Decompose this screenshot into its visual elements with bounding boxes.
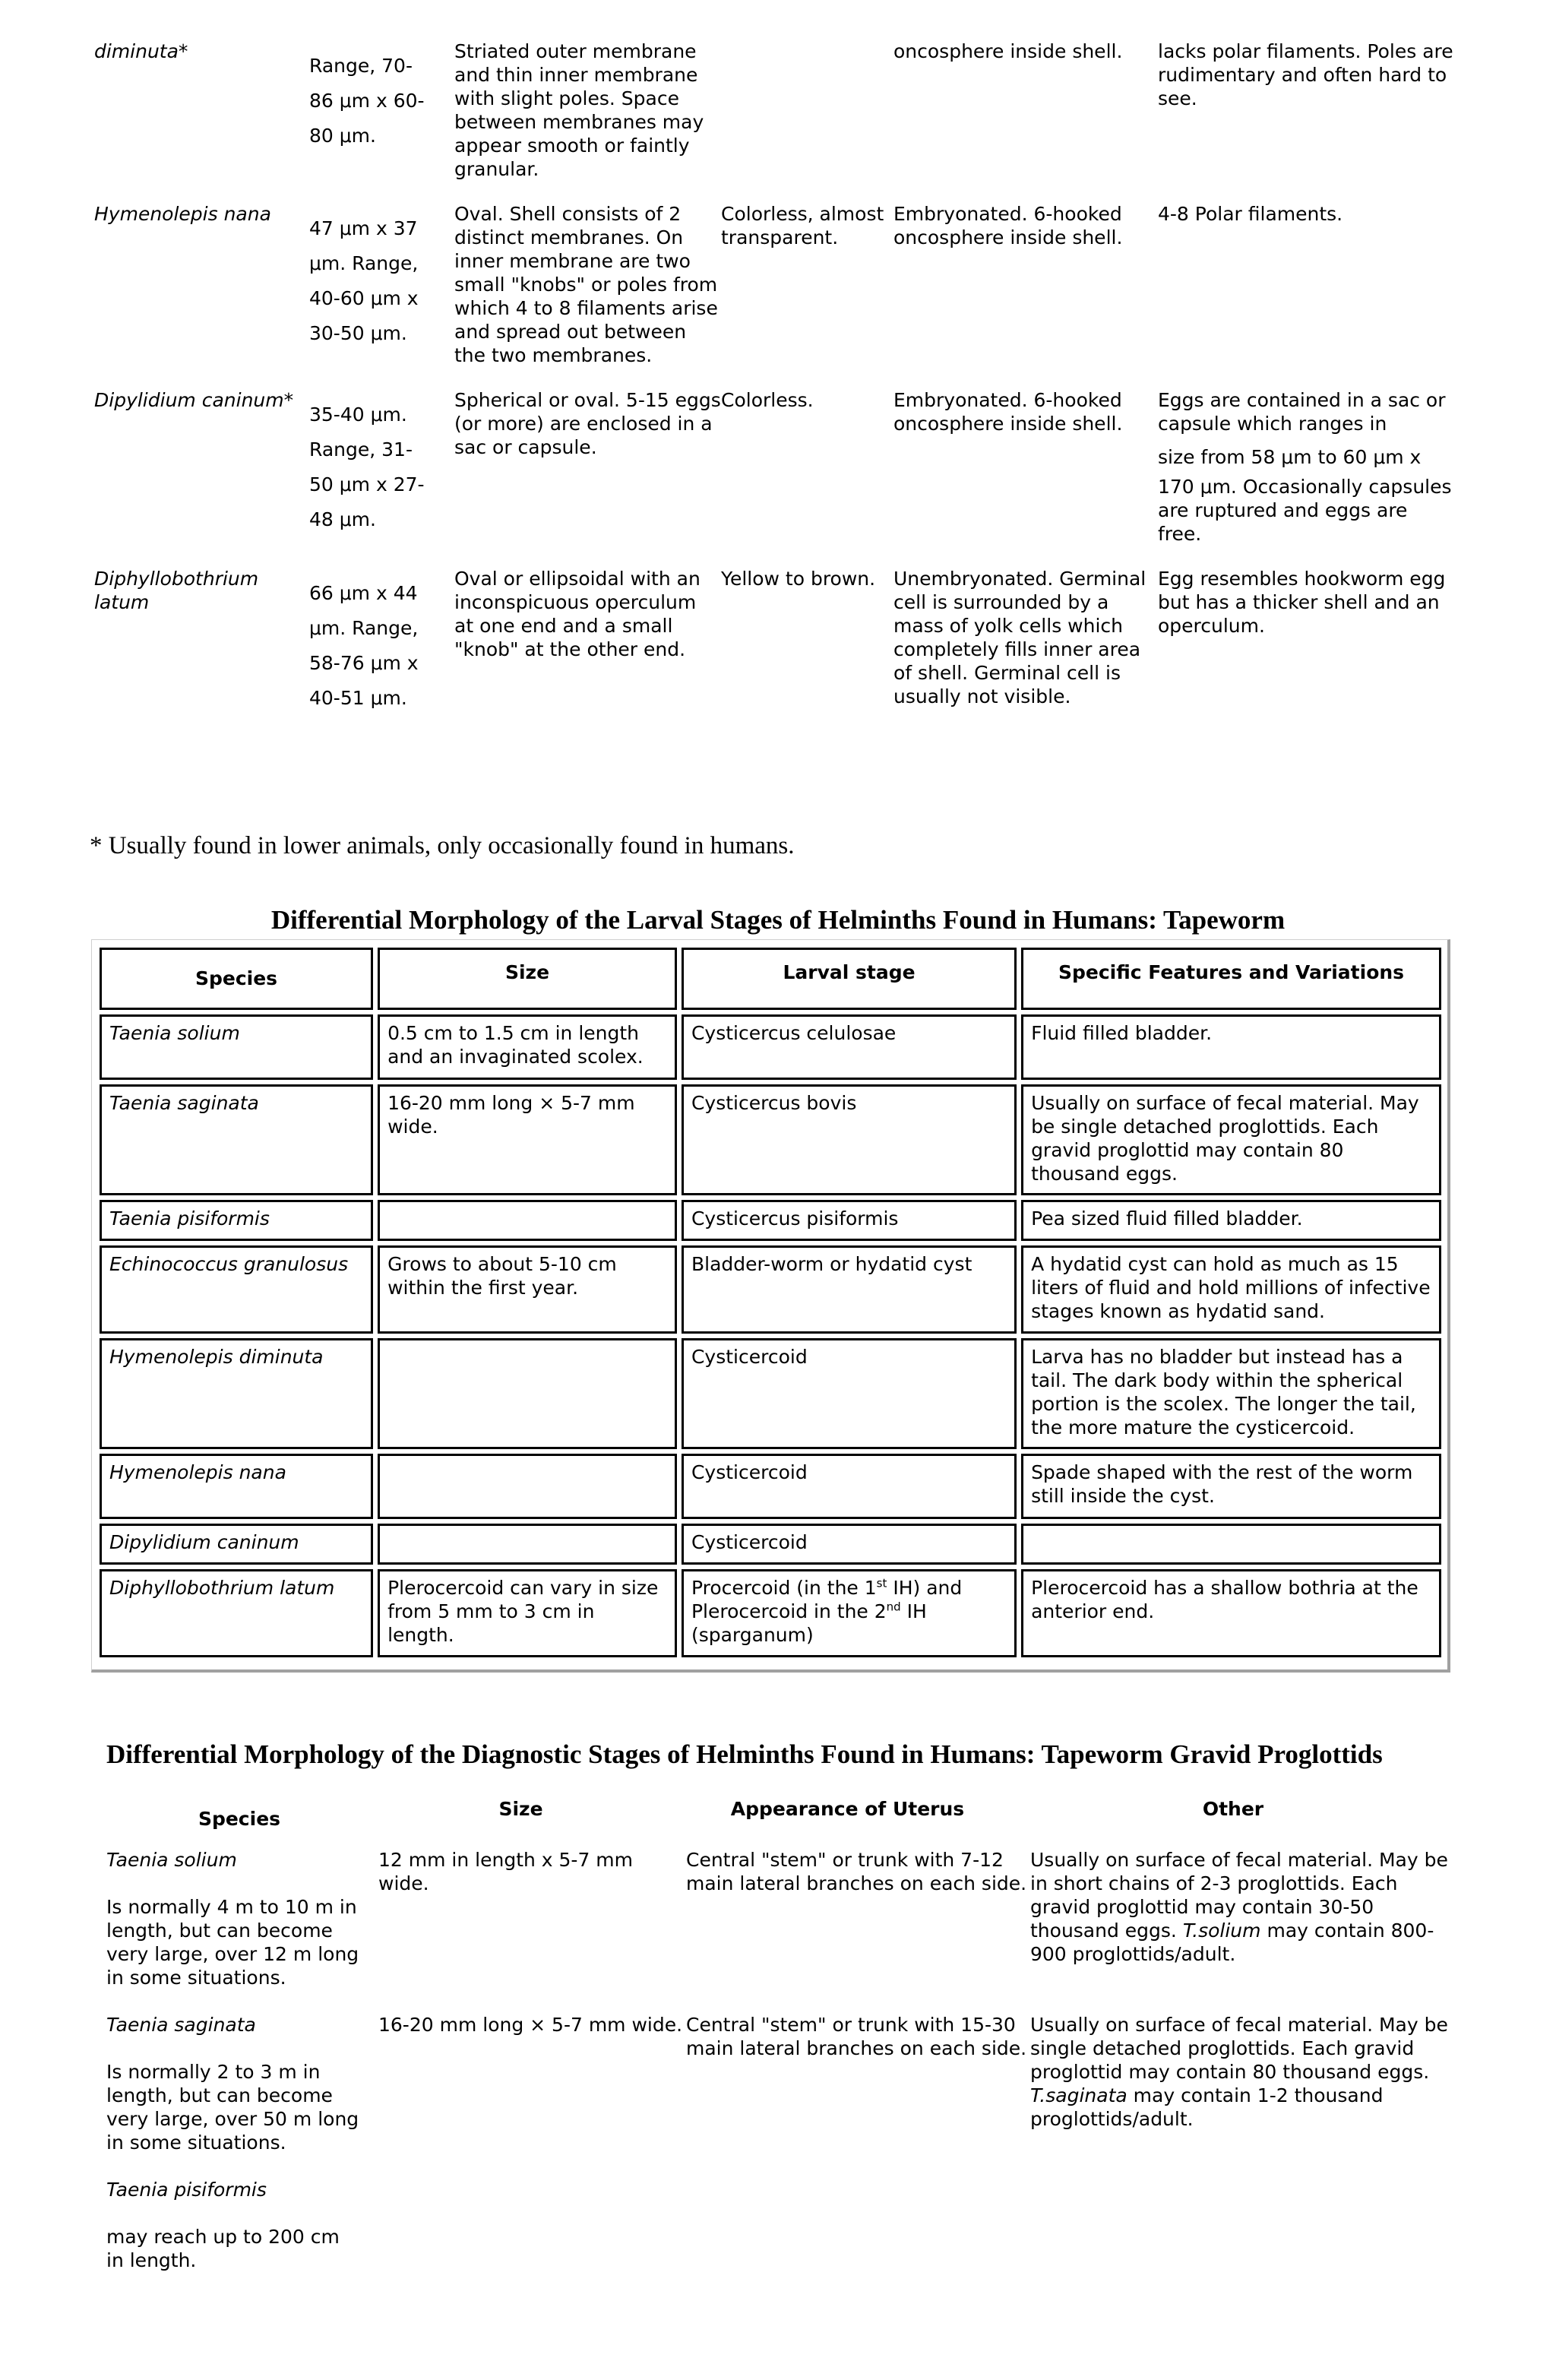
color-cell: Colorless, almost transparent. [721, 203, 884, 248]
size-cell: 16-20 mm long × 5-7 mm wide. [378, 1084, 677, 1195]
size-cell: 0.5 cm to 1.5 cm in length and an invaginated scolex. [378, 1014, 677, 1080]
shell-cell: Spherical or oval. 5-15 eggs (or more) are enclosed in a sac or capsule. [454, 389, 721, 458]
species-cell: Taenia solium [100, 1014, 373, 1080]
color-cell: Yellow to brown. [721, 568, 876, 590]
species-cell: Diphyllobothrium latum [94, 568, 259, 613]
table-row [106, 2178, 1459, 2272]
species-cell: Diphyllobothrium latum [100, 1569, 373, 1657]
length-note: Is normally 2 to 3 m in length, but can become very large, over 50 m long in some situations. [106, 2061, 359, 2154]
species-cell: Dipylidium caninum* [94, 389, 294, 411]
column-header-features: Specific Features and Variations [1021, 948, 1441, 1010]
size-cell [378, 1454, 677, 1519]
contents-cell: Unembryonated. Germinal cell is surrounded by a mass of yolk cells which completely fills inner area of shell. Germinal cell is usually not visible. [893, 568, 1146, 707]
column-header-species: Species [100, 948, 373, 1010]
other-cell: Egg resembles hookworm egg but has a thicker shell and an operculum. [1158, 568, 1446, 637]
species-cell: Taenia pisiformis may reach up to 200 cm in length. [106, 2178, 378, 2272]
shell-cell: Oval or ellipsoidal with an inconspicuous operculum at one end and a small "knob" at the other end. [454, 568, 701, 660]
size-cell [378, 1338, 677, 1449]
table-row [100, 1454, 1441, 1519]
color-cell: Colorless. [721, 389, 814, 411]
size-cell: 66 μm x 44 μm. Range, 58-76 μm x 40-51 μm. [309, 582, 419, 709]
contents-cell: Embryonated. 6-hooked oncosphere inside shell. [893, 389, 1123, 435]
other-cell: Usually on surface of fecal material. May be single detached proglottids. Each gravid proglottid may contain 80 thousand eggs. T.saginata may contain 1-2 thousand proglottids/adult. [1030, 2014, 1448, 2130]
features-cell: Pea sized fluid filled bladder. [1021, 1200, 1441, 1241]
features-cell: Spade shaped with the rest of the worm still inside the cyst. [1021, 1454, 1441, 1519]
shell-cell: Striated outer membrane and thin inner membrane with slight poles. Space between membranes may appear smooth or faintly granular. [454, 40, 704, 180]
uterus-cell: Central "stem" or trunk with 15-30 main lateral branches on each side. [686, 2014, 1027, 2059]
other-cell: Eggs are contained in a sac or capsule which ranges in size from 58 μm to 60 μm x 170 μm. Occasionally capsules are ruptured and eggs are free. [1158, 389, 1452, 545]
species-cell: Hymenolepis nana [100, 1454, 373, 1519]
table-row [94, 202, 1454, 388]
column-header-other: Other [1202, 1798, 1264, 1820]
column-header-uterus: Appearance of Uterus [730, 1798, 965, 1820]
stage-cell: Procercoid (in the 1st IH) and Plerocercoid in the 2nd IH (sparganum) [682, 1569, 1017, 1657]
size-cell: 16-20 mm long × 5-7 mm wide. [378, 2014, 683, 2036]
table-row [106, 1848, 1459, 1989]
table-row [100, 1569, 1441, 1657]
species-cell: Taenia saginata [100, 1084, 373, 1195]
size-cell: 35-40 μm. Range, 31- 50 μm x 27- 48 μm. [309, 404, 425, 530]
stage-cell: Cysticercoid [682, 1338, 1017, 1449]
stage-cell: Cysticercus celulosae [682, 1014, 1017, 1080]
other-cell: lacks polar filaments. Poles are rudimentary and often hard to see. [1158, 40, 1453, 109]
species-cell: Taenia saginata Is normally 2 to 3 m in length, but can become very large, over 50 m long in some situations. [106, 2014, 359, 2154]
size-cell: Plerocercoid can vary in size from 5 mm to 3 cm in length. [378, 1569, 677, 1657]
size-cell: 47 μm x 37 μm. Range, 40-60 μm x 30-50 μm. [309, 217, 419, 344]
larval-stage-table [95, 943, 1446, 1662]
size-cell: 12 mm in length x 5-7 mm wide. [378, 1849, 634, 1894]
features-cell: Larva has no bladder but instead has a tail. The dark body within the spherical portion is the scolex. The longer the tail, the more mature the cysticercoid. [1021, 1338, 1441, 1449]
egg-morphology-table [94, 40, 1454, 737]
table-row [100, 1014, 1441, 1080]
column-header-larval-stage: Larval stage [682, 948, 1017, 1010]
features-cell: Usually on surface of fecal material. May be single detached proglottids. Each gravid proglottid may contain 80 thousand eggs. [1021, 1084, 1441, 1195]
footnote: * Usually found in lower animals, only occasionally found in humans. [90, 832, 795, 859]
larval-stage-title: Differential Morphology of the Larval Stages of Helminths Found in Humans: Tapeworm [270, 905, 1286, 935]
stage-cell: Cysticercus bovis [682, 1084, 1017, 1195]
species-cell: Taenia solium Is normally 4 m to 10 m in length, but can become very large, over 12 m long in some situations. [106, 1849, 359, 1989]
size-cell [378, 1524, 677, 1565]
size-cell [378, 1200, 677, 1241]
table-row [94, 388, 1454, 567]
table-row [100, 1524, 1441, 1565]
species-cell: Hymenolepis nana [94, 203, 271, 225]
contents-cell: oncosphere inside shell. [893, 40, 1123, 62]
species-cell: Dipylidium caninum [100, 1524, 373, 1565]
header-row [100, 948, 1441, 1010]
column-header-size: Size [378, 948, 677, 1010]
features-cell: A hydatid cyst can hold as much as 15 liters of fluid and hold millions of infective stages known as hydatid sand. [1021, 1245, 1441, 1334]
stage-cell: Cysticercus pisiformis [682, 1200, 1017, 1241]
proglottid-table [106, 1848, 1459, 2272]
other-cell: 4-8 Polar filaments. [1158, 203, 1343, 225]
shell-cell: Oval. Shell consists of 2 distinct membranes. On inner membrane are two small "knobs" or poles from which 4 to 8 filaments arise and spread out between the two membranes. [454, 203, 718, 366]
length-note: Is normally 4 m to 10 m in length, but can become very large, over 12 m long in some situations. [106, 1896, 359, 1989]
stage-cell: Bladder-worm or hydatid cyst [682, 1245, 1017, 1334]
species-cell: Taenia pisiformis [100, 1200, 373, 1241]
contents-cell: Embryonated. 6-hooked oncosphere inside shell. [893, 203, 1123, 248]
table-row [94, 40, 1454, 202]
color-cell [721, 40, 893, 202]
size-cell: Grows to about 5-10 cm within the first year. [378, 1245, 677, 1334]
features-cell: Plerocercoid has a shallow bothria at the anterior end. [1021, 1569, 1441, 1657]
uterus-cell: Central "stem" or trunk with 7-12 main lateral branches on each side. [686, 1849, 1027, 1894]
table-row [94, 567, 1454, 737]
column-header-size: Size [498, 1798, 543, 1820]
species-cell: diminuta* [94, 40, 188, 62]
features-cell: Fluid filled bladder. [1021, 1014, 1441, 1080]
species-cell: Echinococcus granulosus [100, 1245, 373, 1334]
table-row [106, 2013, 1459, 2154]
proglottid-title: Differential Morphology of the Diagnostic Stages of Helminths Found in Humans: Tapeworm Gravid Proglottids [106, 1739, 1383, 1769]
other-cell: Usually on surface of fecal material. May be in short chains of 2-3 proglottids. Each gravid proglottid may contain 30-50 thousand eggs. T.solium may contain 800-900 proglottids/adult. [1030, 1849, 1448, 1965]
features-cell [1021, 1524, 1441, 1565]
table-row [100, 1200, 1441, 1241]
larval-table-frame [91, 939, 1450, 1673]
stage-cell: Cysticercoid [682, 1454, 1017, 1519]
size-cell: Range, 70- 86 μm x 60- 80 μm. [309, 55, 425, 147]
table-row [100, 1245, 1441, 1334]
species-cell: Hymenolepis diminuta [100, 1338, 373, 1449]
column-header-species: Species [198, 1808, 281, 1830]
table-row [100, 1084, 1441, 1195]
stage-cell: Cysticercoid [682, 1524, 1017, 1565]
length-note: may reach up to 200 cm in length. [106, 2226, 340, 2271]
table-row [100, 1338, 1441, 1449]
